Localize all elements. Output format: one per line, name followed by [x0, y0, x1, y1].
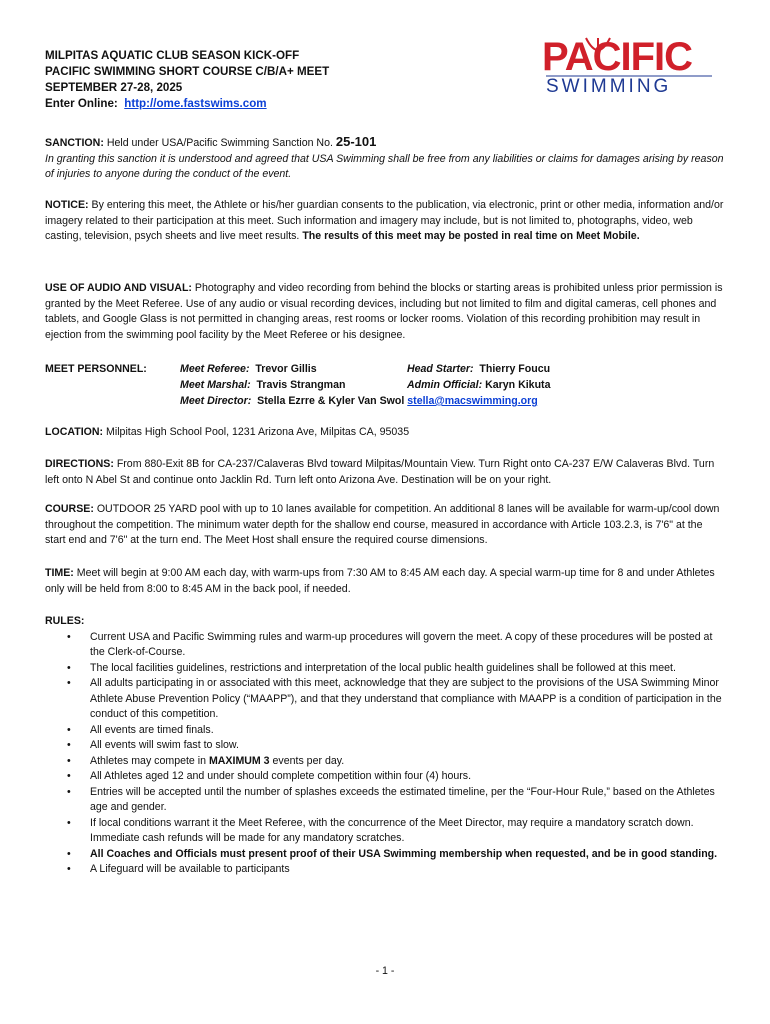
list-item: • All Coaches and Officials must present proof of their USA Swimming membership when requested, and be in good standing.: [67, 847, 718, 860]
sanction-number: 25-101: [335, 134, 377, 149]
logo-text-swimming: SWIMMING: [546, 76, 672, 94]
list-item: • All Athletes aged 12 and under should complete competition within four (4) hours.: [67, 770, 472, 782]
list-item: • The local facilities guidelines, restrictions and interpretation of the local public health guidelines shall be followed at this meet.: [67, 661, 676, 674]
enter-online: [45, 96, 329, 112]
location-text: Milpitas High School Pool, 1231 Arizona Ave, Milpitas CA, 95035: [106, 426, 410, 438]
location-label: LOCATION:: [45, 426, 104, 438]
directions-section: [45, 457, 725, 488]
list-item: • If local conditions warrant it the Meet Referee, with the concurrence of the Meet Director, may require a mandatory scratch down. Immediate cash refunds will be made for any mandatory scratches.: [67, 816, 694, 844]
list-item: • Entries will be accepted until the number of splashes exceeds the estimated timeline, per the “Four-Hour Rule,” based on the Athletes age and gender.: [67, 785, 715, 813]
audio-visual-section: [45, 281, 725, 343]
meet-header: [45, 48, 329, 112]
list-item: • Athletes may compete in MAXIMUM 3 events per day.: [67, 754, 345, 767]
audio-visual-text: Photography and video recording from behind the blocks or starting areas is prohibited unless prior permission is granted by the Meet Referee. Use of any audio or visual recording devices, including but not limited to film and digital cameras, cell phones and tablets, and Google Glass is not permitted in changing areas, rest rooms or locker rooms. Violation of this recording prohibition may result in ejection from the swimming pool facility by the Meet Referee or his designee.: [45, 282, 723, 341]
personnel-label: MEET PERSONNEL:: [45, 363, 147, 375]
admin-official: Admin Official: Karyn Kikuta: [407, 379, 551, 391]
logo-text-pacific: PACIFIC: [542, 35, 693, 79]
notice-bold-text: The results of this meet may be posted in real time on Meet Mobile.: [302, 230, 640, 242]
time-text: Meet will begin at 9:00 AM each day, with warm-ups from 7:30 AM to 8:45 AM each day. A special warm-up time for 8 and under Athletes only will be held from 8:00 to 8:45 AM in the back pool, if needed.: [45, 567, 715, 595]
list-item: • Current USA and Pacific Swimming rules and warm-up procedures will govern the meet. A copy of these procedures will be posted at the Clerk-of-Course.: [67, 630, 713, 658]
course-text: OUTDOOR 25 YARD pool with up to 10 lanes available for competition. An additional 8 lanes will be available for warm-up/cool down throughout the competition. The minimum water depth for the shallow end course, measured in accordance with Article 103.2.3, is 7'6" at the start end and 7'6" at the turn end. The Meet Host shall ensure the required course dimensions.: [45, 503, 720, 546]
meet-director: Meet Director: Stella Ezrre & Kyler Van Swol stella@macswimming.org: [180, 395, 538, 407]
list-item: • All adults participating in or associated with this meet, acknowledge that they are subject to the provisions of the USA Swimming Minor Athlete Abuse Prevention Policy (“MAAPP”), and that they understand that compliance with MAAPP is a condition of participation in the conduct of this competition.: [67, 677, 722, 720]
time-label: TIME:: [45, 567, 74, 579]
location-section: [45, 425, 725, 441]
sanction-label: SANCTION:: [45, 137, 104, 149]
enter-online-label: Enter Online:: [45, 97, 118, 110]
directions-label: DIRECTIONS:: [45, 458, 114, 470]
course-section: [45, 502, 725, 549]
director-email-link[interactable]: stella@macswimming.org: [407, 395, 538, 407]
notice-section: [45, 198, 725, 245]
sanction-text: Held under USA/Pacific Swimming Sanction No.: [106, 137, 333, 149]
rules-label: RULES:: [45, 615, 85, 627]
course-label: COURSE:: [45, 503, 94, 515]
audio-visual-label: USE OF AUDIO AND VISUAL:: [45, 282, 192, 294]
notice-text: By entering this meet, the Athlete or his/her guardian consents to the publication, via electronic, print or other media, information and/or imagery related to their participation at this meet. Such information and imagery may include, but is not limited to, photographs, video, web casting, television, psych sheets and live meet results.: [45, 199, 724, 242]
sanction-disclaimer: In granting this sanction it is understood and agreed that USA Swimming shall be free from any liabilities or claims for damages arising by reason of injuries to anyone during the conduct of the event.: [45, 152, 724, 180]
header-line-1: MILPITAS AQUATIC CLUB SEASON KICK-OFF: [45, 49, 300, 62]
sanction-section: [45, 134, 725, 183]
list-item: • A Lifeguard will be available to participants: [67, 863, 290, 875]
header-line-2: PACIFIC SWIMMING SHORT COURSE C/B/A+ MEET: [45, 65, 330, 78]
directions-text: From 880-Exit 8B for CA-237/Calaveras Blvd toward Milpitas/Mountain View. Turn Right onto CA-237 E/W Calaveras Blvd. Turn left onto N Abel St and continue onto Jacklin Rd. Turn left onto Arizona Ave. Destination will be on your right.: [45, 458, 715, 486]
pacific-swimming-logo: [540, 32, 718, 94]
notice-label: NOTICE:: [45, 199, 89, 211]
page-number: - 1 -: [375, 965, 395, 977]
list-item: • All events will swim fast to slow.: [67, 739, 239, 751]
list-item: • All events are timed finals.: [67, 723, 214, 736]
rules-list: [45, 630, 725, 878]
rules-section: [45, 614, 725, 878]
enter-online-link[interactable]: http://ome.fastswims.com: [124, 97, 267, 110]
meet-marshal: Meet Marshal: Travis Strangman: [180, 379, 346, 391]
header-line-3: SEPTEMBER 27-28, 2025: [45, 81, 183, 94]
time-section: [45, 566, 725, 597]
head-starter: Head Starter: Thierry Foucu: [407, 363, 551, 375]
meet-referee: Meet Referee: Trevor Gillis: [180, 363, 317, 375]
